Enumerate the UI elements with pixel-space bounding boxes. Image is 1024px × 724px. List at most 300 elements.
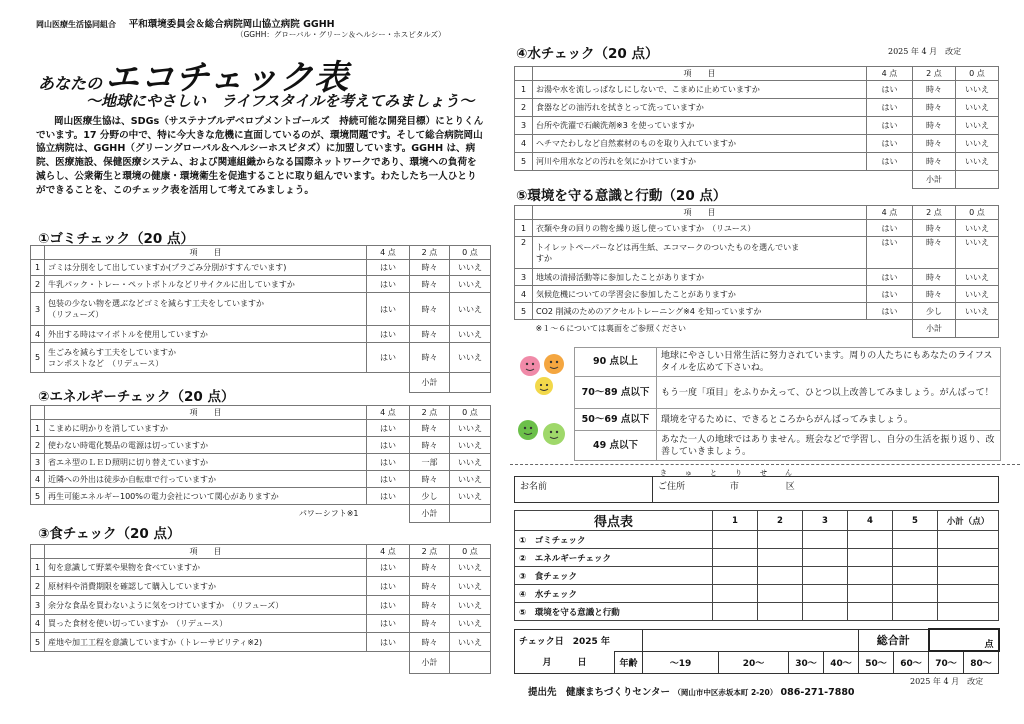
score-cell[interactable] — [713, 603, 758, 621]
score-cell[interactable] — [848, 585, 893, 603]
answer-no[interactable]: いいえ — [956, 135, 999, 153]
answer-no[interactable]: いいえ — [450, 293, 491, 326]
table-header — [515, 206, 999, 220]
revision-date-bottom: 2025 年 4 月 改定 — [910, 677, 984, 686]
answer-yes[interactable]: はい — [367, 633, 410, 652]
evaluation-text: あなた一人の地球ではありません。班会などで学習し、自分の生活を振り返り、改善していきましょう。 — [657, 431, 1001, 461]
age-option[interactable]: 60～ — [894, 651, 929, 673]
answer-no[interactable]: いいえ — [450, 577, 491, 596]
row-text: 近隣への外出は徒歩か自転車で行っていますか — [45, 471, 367, 488]
answer-sometimes[interactable]: 時々 — [913, 99, 956, 117]
score-row-label: ① ゴミチェック — [515, 531, 713, 549]
score-cell[interactable] — [758, 549, 803, 567]
row-text: 省エネ型のＬＥＤ照明に切り替えていますか — [45, 454, 367, 471]
orange-face-icon — [544, 354, 564, 374]
col-item: 項 目 — [45, 545, 367, 559]
answer-sometimes[interactable]: 時々 — [913, 153, 956, 171]
answer-yes[interactable]: はい — [867, 286, 913, 303]
org-subtitle: （GGHH：グローバル・グリーン＆ヘルシー・ホスピタルズ） — [236, 30, 446, 39]
subtotal-row — [31, 505, 491, 523]
answer-no[interactable]: いいえ — [956, 286, 999, 303]
row-number: 4 — [31, 615, 45, 633]
row-number: 3 — [31, 293, 45, 326]
score-col: 4 — [848, 511, 893, 531]
row-number: 5 — [31, 488, 45, 505]
subtotal-field[interactable] — [450, 373, 491, 393]
row-number: 3 — [515, 269, 533, 286]
table-row — [515, 286, 999, 303]
gomi-table — [30, 245, 491, 393]
score-row — [515, 603, 999, 621]
table-row — [31, 488, 491, 505]
answer-yes[interactable]: はい — [867, 237, 913, 269]
row-text-line2: すか — [536, 253, 552, 263]
score-cell[interactable] — [848, 603, 893, 621]
section-title-water: ④水チェック（20 点） — [516, 46, 659, 62]
col-0pt: 0 点 — [956, 206, 999, 220]
table-row — [515, 135, 999, 153]
organization-line — [36, 16, 335, 30]
answer-yes[interactable]: はい — [367, 454, 410, 471]
col-item: 項 目 — [533, 67, 867, 81]
title-main: エコチェック表 — [105, 58, 350, 98]
answer-yes[interactable]: はい — [367, 437, 410, 454]
revision-date-top: 2025 年 4 月 改定 — [888, 47, 962, 56]
total-label: 総合計 — [859, 629, 929, 651]
section-title-gomi: ①ゴミチェック（20 点） — [38, 231, 195, 247]
answer-yes[interactable]: はい — [867, 99, 913, 117]
table-row — [31, 577, 491, 596]
answer-sometimes[interactable]: 時々 — [410, 293, 450, 326]
col-2pt: 2 点 — [913, 206, 956, 220]
answer-no[interactable]: いいえ — [450, 615, 491, 633]
answer-no[interactable]: いいえ — [450, 343, 491, 373]
score-cell[interactable] — [803, 585, 848, 603]
section-title-env: ⑤環境を守る意識と行動（20 点） — [516, 188, 727, 204]
check-date-label: チェック日 2025 年 — [515, 629, 643, 651]
answer-sometimes[interactable]: 時々 — [913, 135, 956, 153]
table-row — [31, 596, 491, 615]
score-cell[interactable] — [938, 531, 999, 549]
answer-little[interactable]: 少し — [410, 488, 450, 505]
food-table — [30, 544, 491, 674]
intro-paragraph: 岡山医療生協は、SDGs（サステナブルデベロプメントゴールズ 持続可能な開発目標）にとりくんでいます。17 分野の中で、特に今大きな危機に直面しているのが、環境問題です。そして総合病院岡山協立病院は、GGHH（グリーングローバル＆ヘルシーホスピタズ）に加盟しています。GGHH は、病院、医療施設、保健医療システム、および関連組織からなる国際ネットワークであり、環境への負荷を減らし、公衆衛生と環境の健康・環境衛生を促進することに取り組んでいます。わたしたち一人ひとりができることを、このチェック表を活用して考えてみましょう。 — [36, 116, 484, 196]
answer-sometimes[interactable]: 時々 — [410, 633, 450, 652]
answer-partly[interactable]: 一部 — [410, 454, 450, 471]
answer-no[interactable]: いいえ — [956, 99, 999, 117]
table-row — [31, 615, 491, 633]
row-number: 2 — [31, 276, 45, 293]
check-date-table — [514, 628, 1000, 674]
table-row — [515, 237, 999, 269]
answer-yes[interactable]: はい — [367, 260, 410, 276]
answer-sometimes[interactable]: 時々 — [913, 220, 956, 237]
answer-sometimes[interactable]: 時々 — [410, 420, 450, 437]
answer-yes[interactable]: はい — [367, 343, 410, 373]
score-cell[interactable] — [848, 549, 893, 567]
answer-sometimes[interactable]: 時々 — [913, 117, 956, 135]
answer-no[interactable]: いいえ — [450, 633, 491, 652]
score-cell[interactable] — [758, 567, 803, 585]
day-label: 日 — [577, 658, 587, 669]
score-row-label: ③ 食チェック — [515, 567, 713, 585]
answer-no[interactable]: いいえ — [450, 488, 491, 505]
subtotal-label: 小計 — [410, 505, 450, 523]
row-text: 余分な食品を買わないように気をつけていますか （リフューズ） — [45, 596, 367, 615]
row-number: 2 — [515, 237, 533, 269]
answer-sometimes[interactable]: 時々 — [410, 326, 450, 343]
row-text-line1: 生ごみを減らす工夫をしていますか — [48, 347, 176, 357]
score-cell[interactable] — [938, 567, 999, 585]
row-text: 旬を意識して野菜や果物を食べていますか — [45, 559, 367, 577]
score-col: 2 — [758, 511, 803, 531]
row-number: 2 — [31, 437, 45, 454]
col-4pt: 4 点 — [867, 206, 913, 220]
score-row-label: ⑤ 環境を守る意識と行動 — [515, 603, 713, 621]
score-cell[interactable] — [713, 567, 758, 585]
score-cell[interactable] — [803, 603, 848, 621]
answer-no[interactable]: いいえ — [450, 437, 491, 454]
table-row — [515, 303, 999, 320]
col-item: 項 目 — [533, 206, 867, 220]
row-text-line1: トイレットペーパーなどは再生紙、エコマークのついたものを選んでいま — [536, 242, 800, 252]
row-number: 3 — [515, 117, 533, 135]
title-prefix: あなたの — [38, 74, 103, 93]
evaluation-text: 地球にやさしい日常生活に努力されています。周りの人たちにもあなたのライフスタイルを広めて下さいね。 — [657, 348, 1001, 377]
row-text: 食器などの油汚れを拭きとって洗っていますか — [533, 99, 867, 117]
answer-sometimes[interactable]: 時々 — [410, 596, 450, 615]
table-header — [31, 246, 491, 260]
month-day-field[interactable] — [515, 651, 615, 673]
row-number: 1 — [31, 260, 45, 276]
table-header — [31, 406, 491, 420]
address-label: ご住所 — [658, 482, 686, 492]
answer-no[interactable]: いいえ — [450, 596, 491, 615]
answer-yes[interactable]: はい — [367, 326, 410, 343]
subtotal-field[interactable] — [956, 171, 999, 189]
table-row — [31, 343, 491, 373]
score-cell[interactable] — [758, 585, 803, 603]
answer-no[interactable]: いいえ — [956, 269, 999, 286]
submit-phone: 086-271-7880 — [780, 687, 855, 698]
table-row — [31, 454, 491, 471]
row-text — [45, 293, 367, 326]
row-text: 産地や加工工程を意識していますか（トレーサビリティ※2) — [45, 633, 367, 652]
age-option[interactable]: 20～ — [719, 651, 789, 673]
pink-face-icon — [520, 356, 540, 376]
col-2pt: 2 点 — [410, 246, 450, 260]
table-row — [515, 81, 999, 99]
row-text: 台所や洗濯で石鹸洗剤※3 を使っていますか — [533, 117, 867, 135]
table-row — [515, 117, 999, 135]
answer-yes[interactable]: はい — [367, 293, 410, 326]
row-text: 牛乳パック・トレー・ペットボトルなどリサイクルに出していますか — [45, 276, 367, 293]
env-table — [514, 205, 999, 338]
answer-yes[interactable]: はい — [367, 615, 410, 633]
submit-label: 提出先 健康まちづくりセンター — [528, 687, 671, 698]
answer-no[interactable]: いいえ — [450, 559, 491, 577]
yellow-face-icon — [535, 377, 553, 395]
col-2pt: 2 点 — [410, 406, 450, 420]
answer-yes[interactable]: はい — [867, 269, 913, 286]
evaluation-level: 50～69 点以下 — [575, 409, 657, 431]
evaluation-text: もう一度「項目」をふりかえって、ひとつ以上改善してみましょう。がんばって！ — [657, 377, 1001, 409]
score-cell[interactable] — [803, 531, 848, 549]
score-cell[interactable] — [893, 603, 938, 621]
answer-sometimes[interactable]: 時々 — [410, 276, 450, 293]
table-header — [515, 67, 999, 81]
row-number: 1 — [31, 420, 45, 437]
col-4pt: 4 点 — [367, 545, 410, 559]
table-row — [31, 471, 491, 488]
score-cell[interactable] — [938, 585, 999, 603]
score-cell[interactable] — [713, 549, 758, 567]
score-cell[interactable] — [758, 603, 803, 621]
answer-sometimes[interactable]: 時々 — [410, 437, 450, 454]
subtotal-row — [31, 652, 491, 674]
table-header — [31, 545, 491, 559]
name-field[interactable] — [515, 477, 653, 503]
col-4pt: 4 点 — [367, 406, 410, 420]
subtotal-label: 小計 — [410, 652, 450, 674]
col-4pt: 4 点 — [867, 67, 913, 81]
row-text: こまめに明かりを消していますか — [45, 420, 367, 437]
row-text: 原材料や消費期限を確認して購入していますか — [45, 577, 367, 596]
row-number: 1 — [515, 81, 533, 99]
score-row — [515, 585, 999, 603]
answer-no[interactable]: いいえ — [956, 237, 999, 269]
score-cell[interactable] — [713, 531, 758, 549]
row-text: ヘチマたわしなど自然素材のものを取り入れていますか — [533, 135, 867, 153]
score-cell[interactable] — [893, 531, 938, 549]
answer-little[interactable]: 少し — [913, 303, 956, 320]
total-points-unit: 点 — [984, 640, 994, 650]
answer-yes[interactable]: はい — [367, 559, 410, 577]
score-table-title: 得点表 — [515, 511, 713, 531]
evaluation-table — [574, 347, 1001, 461]
evaluation-level: 90 点以上 — [575, 348, 657, 377]
row-text-line2: （リフューズ） — [48, 310, 104, 319]
answer-yes[interactable]: はい — [367, 577, 410, 596]
table-row — [31, 633, 491, 652]
score-cell[interactable] — [893, 549, 938, 567]
row-text: 気候危機についての学習会に参加したことがありますか — [533, 286, 867, 303]
cut-line — [510, 464, 1020, 465]
eco-characters-illustration — [514, 350, 572, 458]
answer-no[interactable]: いいえ — [450, 276, 491, 293]
row-text: 外出する時はマイボトルを使用していますか — [45, 326, 367, 343]
score-row-label: ④ 水チェック — [515, 585, 713, 603]
answer-sometimes[interactable]: 時々 — [410, 260, 450, 276]
score-col: 3 — [803, 511, 848, 531]
reference-note: ※１～６については裏面をご参照ください — [535, 324, 687, 334]
section-title-energy: ②エネルギーチェック（20 点） — [38, 389, 235, 405]
row-number: 2 — [31, 577, 45, 596]
row-text: 河川や用水などの汚れを気にかけていますか — [533, 153, 867, 171]
answer-no[interactable]: いいえ — [450, 326, 491, 343]
score-cell[interactable] — [758, 531, 803, 549]
age-option[interactable]: ～19 — [643, 651, 719, 673]
answer-sometimes[interactable]: 時々 — [410, 577, 450, 596]
power-shift-note: パワーシフト※1 — [298, 509, 359, 519]
table-row — [31, 437, 491, 454]
col-item: 項 目 — [45, 246, 367, 260]
check-date-spacer — [643, 629, 859, 651]
lightgreen-face-icon — [543, 423, 565, 445]
answer-yes[interactable]: はい — [367, 488, 410, 505]
answer-no[interactable]: いいえ — [956, 153, 999, 171]
age-option[interactable]: 50～ — [859, 651, 894, 673]
subtotal-field[interactable] — [956, 320, 999, 338]
score-cell[interactable] — [938, 603, 999, 621]
score-cell[interactable] — [803, 549, 848, 567]
submit-address: （岡山市中区赤坂本町 2-20） — [673, 688, 778, 697]
score-cell[interactable] — [848, 567, 893, 585]
answer-no[interactable]: いいえ — [956, 81, 999, 99]
answer-yes[interactable]: はい — [867, 135, 913, 153]
evaluation-row — [575, 431, 1001, 461]
committee-name: 平和環境委員会＆総合病院岡山協立病院 GGHH — [128, 19, 335, 30]
answer-no[interactable]: いいえ — [450, 471, 491, 488]
answer-no[interactable]: いいえ — [450, 260, 491, 276]
month-label: 月 — [542, 658, 552, 669]
score-cell[interactable] — [938, 549, 999, 567]
address-field[interactable] — [653, 477, 999, 503]
row-text: CO2 削減のためのアクセルトレーニング※4 を知っていますか — [533, 303, 867, 320]
row-text: お湯や水を流しっぱなしにしないで、こまめに止めていますか — [533, 81, 867, 99]
row-number: 4 — [31, 471, 45, 488]
answer-sometimes[interactable]: 時々 — [410, 343, 450, 373]
col-4pt: 4 点 — [367, 246, 410, 260]
row-text: ゴミは分別をして出していますか(プラごみ分別がすすんでいます) — [45, 260, 367, 276]
score-col-subtotal: 小計（点） — [938, 511, 999, 531]
section-title-food: ③食チェック（20 点） — [38, 526, 181, 542]
age-option[interactable]: 80～ — [964, 651, 999, 673]
subtotal-row — [515, 320, 999, 338]
submit-info — [528, 684, 855, 698]
score-row — [515, 567, 999, 585]
subtotal-label: 小計 — [913, 320, 956, 338]
answer-sometimes[interactable]: 時々 — [410, 615, 450, 633]
row-text — [533, 237, 867, 269]
answer-yes[interactable]: はい — [867, 220, 913, 237]
answer-yes[interactable]: はい — [367, 420, 410, 437]
col-0pt: 0 点 — [450, 406, 491, 420]
row-number: 5 — [31, 343, 45, 373]
age-label: 年齢 — [615, 651, 643, 673]
table-row — [31, 326, 491, 343]
page-subtitle: ～地球にやさしい ライフスタイルを考えてみましょう～ — [86, 92, 475, 110]
row-number: 3 — [31, 596, 45, 615]
score-row — [515, 531, 999, 549]
row-text: 買った食材を使い切っていますか （リデュース） — [45, 615, 367, 633]
answer-yes[interactable]: はい — [367, 471, 410, 488]
age-option[interactable]: 40～ — [824, 651, 859, 673]
age-option[interactable]: 70～ — [929, 651, 964, 673]
city-label: 市 — [729, 482, 739, 492]
evaluation-text: 環境を守るために、できるところからがんばってみましょう。 — [657, 409, 1001, 431]
score-row — [515, 549, 999, 567]
row-text: 使わない時電化製品の電源は切っていますか — [45, 437, 367, 454]
row-number: 1 — [31, 559, 45, 577]
row-text — [45, 343, 367, 373]
score-col: 1 — [713, 511, 758, 531]
answer-yes[interactable]: はい — [867, 153, 913, 171]
row-text: 再生可能エネルギー100%の電力会社について関心がありますか — [45, 488, 367, 505]
age-option[interactable]: 30～ — [789, 651, 824, 673]
score-table — [514, 510, 999, 621]
row-number: 5 — [515, 303, 533, 320]
row-number: 3 — [31, 454, 45, 471]
answer-sometimes[interactable]: 時々 — [913, 286, 956, 303]
answer-no[interactable]: いいえ — [450, 454, 491, 471]
answer-no[interactable]: いいえ — [956, 303, 999, 320]
answer-no[interactable]: いいえ — [956, 117, 999, 135]
answer-no[interactable]: いいえ — [450, 420, 491, 437]
evaluation-row — [575, 409, 1001, 431]
row-number: 4 — [515, 286, 533, 303]
score-cell[interactable] — [713, 585, 758, 603]
col-0pt: 0 点 — [450, 545, 491, 559]
score-row-label: ② エネルギーチェック — [515, 549, 713, 567]
score-cell[interactable] — [893, 585, 938, 603]
answer-yes[interactable]: はい — [867, 303, 913, 320]
answer-yes[interactable]: はい — [867, 117, 913, 135]
row-text: 地域の清掃活動等に参加したことがありますか — [533, 269, 867, 286]
answer-yes[interactable]: はい — [367, 276, 410, 293]
answer-no[interactable]: いいえ — [956, 220, 999, 237]
ward-label: 区 — [785, 482, 795, 492]
col-0pt: 0 点 — [450, 246, 491, 260]
name-label: お名前 — [520, 482, 548, 492]
table-row — [515, 153, 999, 171]
total-field[interactable] — [929, 629, 999, 651]
table-row — [515, 269, 999, 286]
answer-sometimes[interactable]: 時々 — [913, 237, 956, 269]
subtotal-field[interactable] — [450, 505, 491, 523]
col-2pt: 2 点 — [913, 67, 956, 81]
energy-table — [30, 405, 491, 523]
row-number: 5 — [31, 633, 45, 652]
score-header — [515, 511, 999, 531]
score-cell[interactable] — [848, 531, 893, 549]
score-cell[interactable] — [803, 567, 848, 585]
table-row — [515, 99, 999, 117]
table-row — [31, 559, 491, 577]
answer-sometimes[interactable]: 時々 — [410, 559, 450, 577]
subtotal-label: 小計 — [410, 373, 450, 393]
row-number: 1 — [515, 220, 533, 237]
col-0pt: 0 点 — [956, 67, 999, 81]
row-number: 4 — [31, 326, 45, 343]
answer-sometimes[interactable]: 時々 — [410, 471, 450, 488]
answer-sometimes[interactable]: 時々 — [913, 269, 956, 286]
score-cell[interactable] — [893, 567, 938, 585]
subtotal-label: 小計 — [913, 171, 956, 189]
answer-sometimes[interactable]: 時々 — [913, 81, 956, 99]
table-row — [31, 420, 491, 437]
entry-form — [514, 476, 999, 503]
subtotal-field[interactable] — [450, 652, 491, 674]
evaluation-level: 70～89 点以下 — [575, 377, 657, 409]
row-number: 5 — [515, 153, 533, 171]
evaluation-row — [575, 377, 1001, 409]
row-number: 4 — [515, 135, 533, 153]
table-row — [31, 293, 491, 326]
answer-yes[interactable]: はい — [867, 81, 913, 99]
org-name: 岡山医療生活協同組合 — [36, 20, 116, 29]
answer-yes[interactable]: はい — [367, 596, 410, 615]
